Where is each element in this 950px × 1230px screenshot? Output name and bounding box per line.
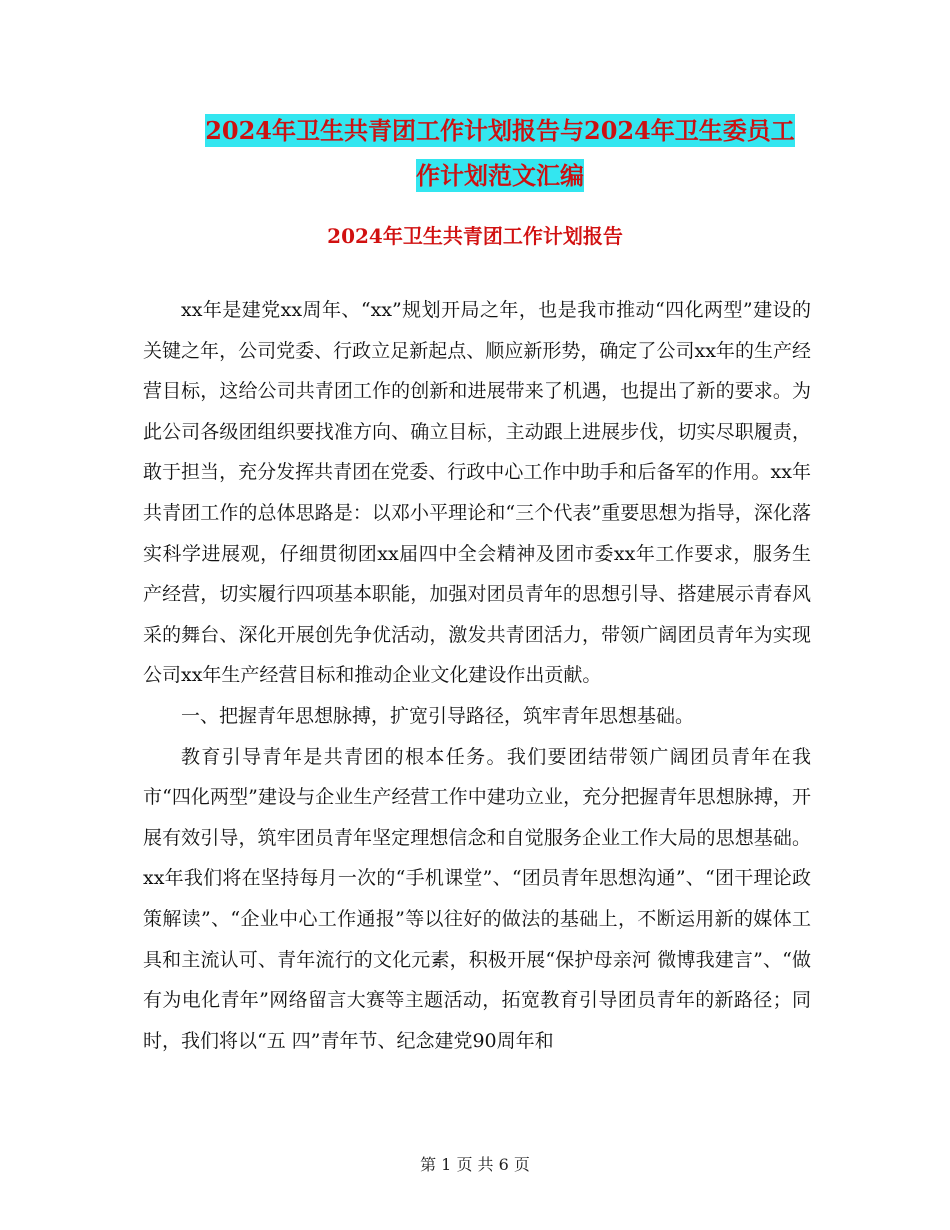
paragraph: 一、把握青年思想脉搏，扩宽引导路径，筑牢青年思想基础。 [181, 704, 695, 727]
body-text [143, 290, 811, 1061]
title-highlight: 作计划范文汇编 [416, 161, 584, 190]
document-title-line-2 [100, 153, 900, 199]
paragraph: 教育引导青年是共青团的根本任务。我们要团结带领广阔团员青年在我市“四化两型”建设与企业生产经营工作中建功立业，充分把握青年思想脉搏，开展有效引导，筑牢团员青年坚定理想信念和自觉服务企业工作大局的思想基础。xx年我们将在坚持每月一次的“手机课堂”、“团员青年思想沟通”、“团干理论政策解读”、“企业中心工作通报”等以往好的做法的基础上，不断运用新的媒体工具和主流认可、青年流行的文化元素，积极开展“保护母亲河 微博我建言”、“做有为电化青年”网络留言大赛等主题活动，拓宽教育引导团员青年的新路径；同时，我们将以“五 四”青年节、纪念建党90周年和 [143, 745, 811, 1052]
paragraph: xx年是建党xx周年、“xx”规划开局之年，也是我市推动“四化两型”建设的关键之年，公司党委、行政立足新起点、顺应新形势，确定了公司xx年的生产经营目标，这给公司共青团工作的创新和进展带来了机遇，也提出了新的要求。为此公司各级团组织要找准方向、确立目标，主动跟上进展步伐，切实尽职履责，敢于担当，充分发挥共青团在党委、行政中心工作中助手和后备军的作用。xx年共青团工作的总体思路是：以邓小平理论和“三个代表”重要思想为指导，深化落实科学进展观，仔细贯彻团xx届四中全会精神及团市委xx年工作要求，服务生产经营，切实履行四项基本职能，加强对团员青年的思想引导、搭建展示青春风采的舞台、深化开展创先争优活动，激发共青团活力，带领广阔团员青年为实现公司xx年生产经营目标和推动企业文化建设作出贡献。 [143, 299, 811, 687]
section-title: 2024年卫生共青团工作计划报告 [327, 224, 623, 248]
document-title-line-1 [100, 108, 900, 154]
title-highlight: 2024年卫生共青团工作计划报告与2024年卫生委员工 [205, 116, 795, 145]
page-number-footer: 第 1 页 共 6 页 [420, 1155, 530, 1174]
